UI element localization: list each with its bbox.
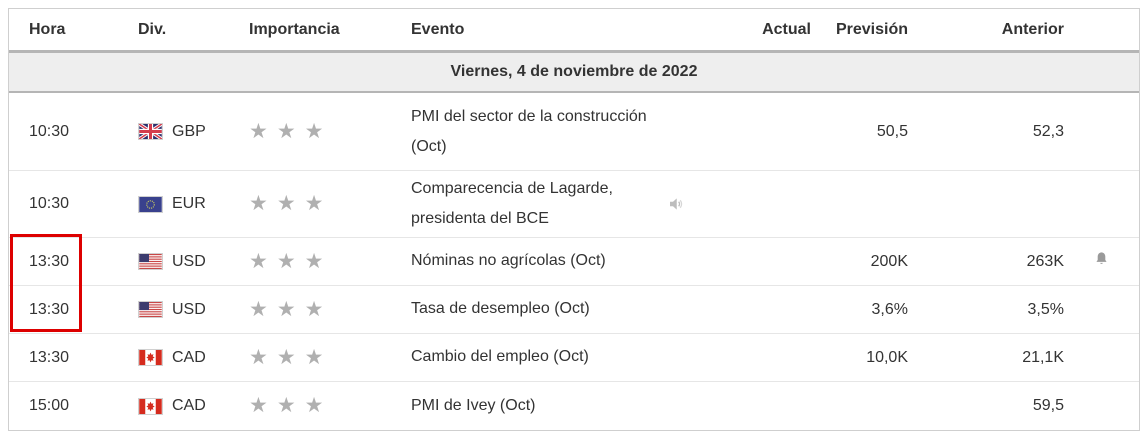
date-header-row	[9, 53, 1139, 93]
event-link[interactable]: Cambio del empleo (Oct)	[411, 348, 589, 366]
ca-flag-icon	[138, 349, 163, 366]
event-time: 10:30	[29, 122, 70, 140]
star-icon: ★	[276, 118, 296, 143]
importance-stars	[249, 344, 411, 369]
star-icon: ★	[276, 393, 296, 417]
currency-cell	[138, 253, 249, 271]
event-time: 13:30	[29, 252, 70, 270]
column-header-hora: Hora	[29, 20, 66, 38]
uk-flag-icon	[138, 123, 163, 140]
event-time: 13:30	[29, 300, 70, 318]
importance-stars	[249, 118, 411, 143]
importance-stars	[249, 193, 411, 215]
table-row	[9, 93, 1139, 171]
event-time: 13:30	[29, 348, 70, 366]
star-icon: ★	[276, 296, 296, 321]
event-time: 15:00	[29, 397, 70, 414]
currency-code: CAD	[172, 397, 206, 414]
star-icon: ★	[276, 191, 296, 215]
speaker-icon	[667, 195, 685, 213]
star-icon: ★	[304, 248, 324, 273]
previous-value: 263K	[1026, 252, 1064, 270]
previous-value: 3,5%	[1027, 300, 1064, 318]
event-link[interactable]: Nóminas no agrícolas (Oct)	[411, 252, 606, 270]
currency-code: USD	[172, 300, 206, 318]
star-icon: ★	[304, 191, 324, 215]
star-icon: ★	[276, 248, 296, 273]
column-header-prevision: Previsión	[835, 20, 908, 38]
currency-cell	[138, 123, 249, 141]
forecast-value: 200K	[870, 252, 908, 270]
previous-value: 59,5	[1032, 397, 1064, 414]
table-row	[9, 382, 1139, 430]
eu-flag-icon	[138, 196, 163, 213]
importance-stars	[249, 296, 411, 321]
us-flag-icon	[138, 253, 163, 270]
currency-code: USD	[172, 252, 206, 270]
column-header-evento: Evento	[411, 20, 465, 38]
forecast-value: 3,6%	[871, 300, 908, 318]
event-link[interactable]: Comparecencia de Lagarde, presidenta del BCE	[411, 180, 613, 227]
forecast-value: 10,0K	[866, 348, 908, 366]
previous-value: 21,1K	[1022, 348, 1064, 366]
currency-cell	[138, 301, 249, 319]
column-header-anterior: Anterior	[1001, 20, 1064, 38]
importance-stars	[249, 395, 411, 417]
currency-cell	[138, 195, 249, 213]
star-icon: ★	[304, 344, 324, 369]
star-icon: ★	[304, 296, 324, 321]
column-header-div: Div.	[138, 20, 167, 38]
table-row	[9, 334, 1139, 382]
economic-calendar-table	[8, 8, 1140, 431]
currency-cell	[138, 397, 249, 415]
importance-stars	[249, 248, 411, 273]
currency-code: CAD	[172, 348, 206, 366]
table-header-row	[9, 9, 1139, 53]
star-icon: ★	[249, 118, 268, 143]
previous-value: 52,3	[1032, 122, 1064, 140]
event-link[interactable]: Tasa de desempleo (Oct)	[411, 300, 590, 318]
event-link[interactable]: PMI de Ivey (Oct)	[411, 396, 536, 414]
star-icon: ★	[249, 191, 268, 215]
table-row	[9, 238, 1139, 286]
forecast-value: 50,5	[876, 122, 908, 140]
event-time: 10:30	[29, 195, 70, 212]
us-flag-icon	[138, 301, 163, 318]
star-icon: ★	[249, 296, 268, 321]
ca-flag-icon	[138, 398, 163, 415]
column-header-importancia: Importancia	[249, 20, 340, 38]
alert-cell	[1064, 250, 1139, 274]
star-icon: ★	[249, 248, 268, 273]
table-row	[9, 286, 1139, 334]
star-icon: ★	[304, 118, 324, 143]
bell-icon[interactable]	[1092, 250, 1111, 269]
currency-code: EUR	[172, 195, 206, 212]
currency-code: GBP	[172, 122, 206, 140]
star-icon: ★	[276, 344, 296, 369]
currency-cell	[138, 349, 249, 367]
star-icon: ★	[249, 344, 268, 369]
star-icon: ★	[304, 393, 324, 417]
date-header: Viernes, 4 de noviembre de 2022	[450, 63, 698, 80]
table-row	[9, 171, 1139, 238]
star-icon: ★	[249, 393, 268, 417]
column-header-actual: Actual	[762, 20, 811, 38]
event-link[interactable]: PMI del sector de la construcción (Oct)	[411, 107, 647, 155]
